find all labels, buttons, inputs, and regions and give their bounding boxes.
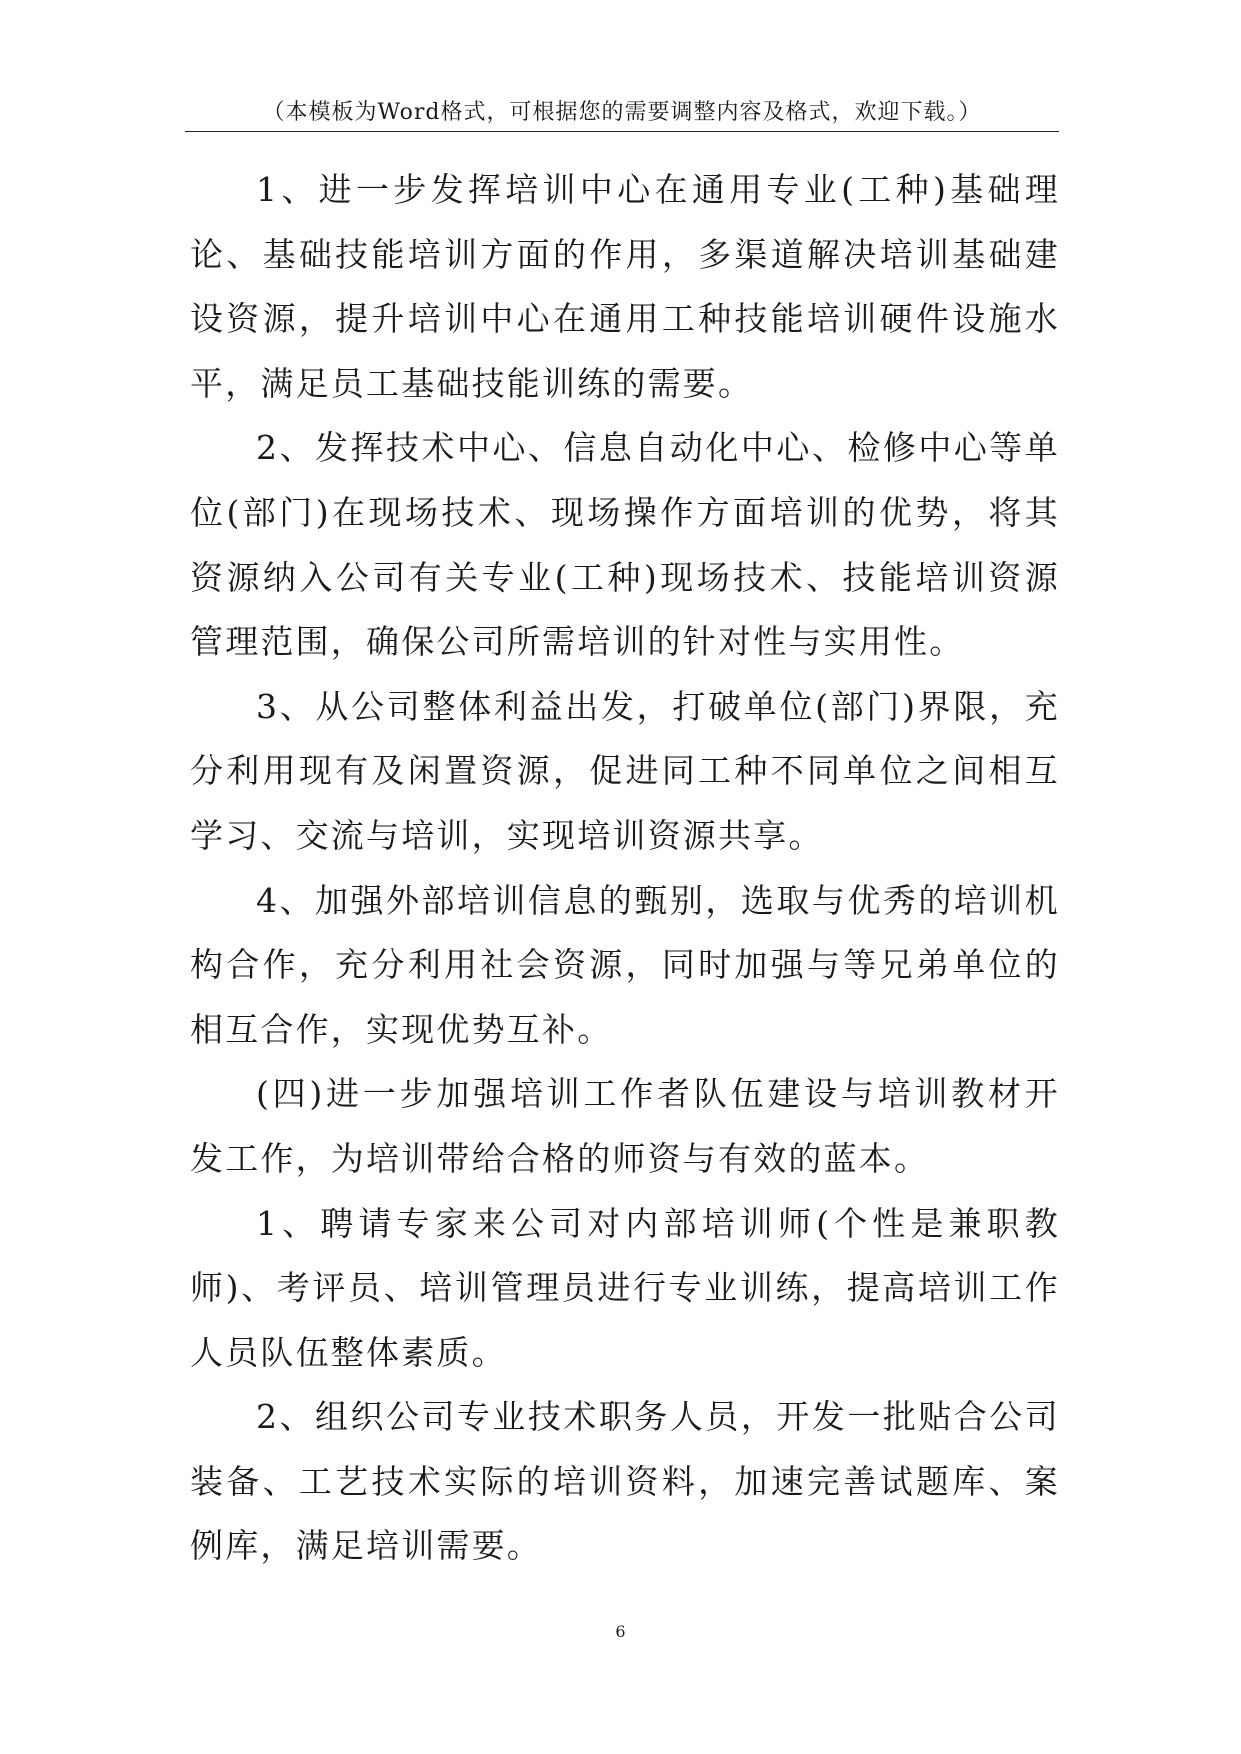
paragraph: 3、从公司整体利益出发，打破单位(部门)界限，充分利用现有及闲置资源，促进同工种不同单位之间相互学习、交流与培训，实现培训资源共享。 (190, 686, 1060, 855)
document-body (190, 158, 1060, 1579)
paragraph: 4、加强外部培训信息的甄别，选取与优秀的培训机构合作，充分利用社会资源，同时加强与等兄弟单位的相互合作，实现优势互补。 (190, 880, 1060, 1049)
paragraph: 2、组织公司专业技术职务人员，开发一批贴合公司装备、工艺技术实际的培训资料，加速完善试题库、案例库，满足培训需要。 (190, 1397, 1060, 1566)
page-number: 6 (615, 1622, 626, 1641)
header-divider (185, 131, 1059, 132)
paragraph: (四)进一步加强培训工作者队伍建设与培训教材开发工作，为培训带给合格的师资与有效的蓝本。 (190, 1074, 1060, 1178)
paragraph: 2、发挥技术中心、信息自动化中心、检修中心等单位(部门)在现场技术、现场操作方面培训的优势，将其资源纳入公司有关专业(工种)现场技术、技能培训资源管理范围，确保公司所需培训的针对性与实用性。 (190, 428, 1060, 662)
paragraph: 1、进一步发挥培训中心在通用专业(工种)基础理论、基础技能培训方面的作用，多渠道解决培训基础建设资源，提升培训中心在通用工种技能培训硬件设施水平，满足员工基础技能训练的需要。 (190, 170, 1060, 403)
template-note-header: （本模板为Word格式，可根据您的需要调整内容及格式，欢迎下载。） (262, 100, 982, 125)
paragraph: 1、聘请专家来公司对内部培训师(个性是兼职教师)、考评员、培训管理员进行专业训练，提高培训工作人员队伍整体素质。 (190, 1203, 1060, 1372)
